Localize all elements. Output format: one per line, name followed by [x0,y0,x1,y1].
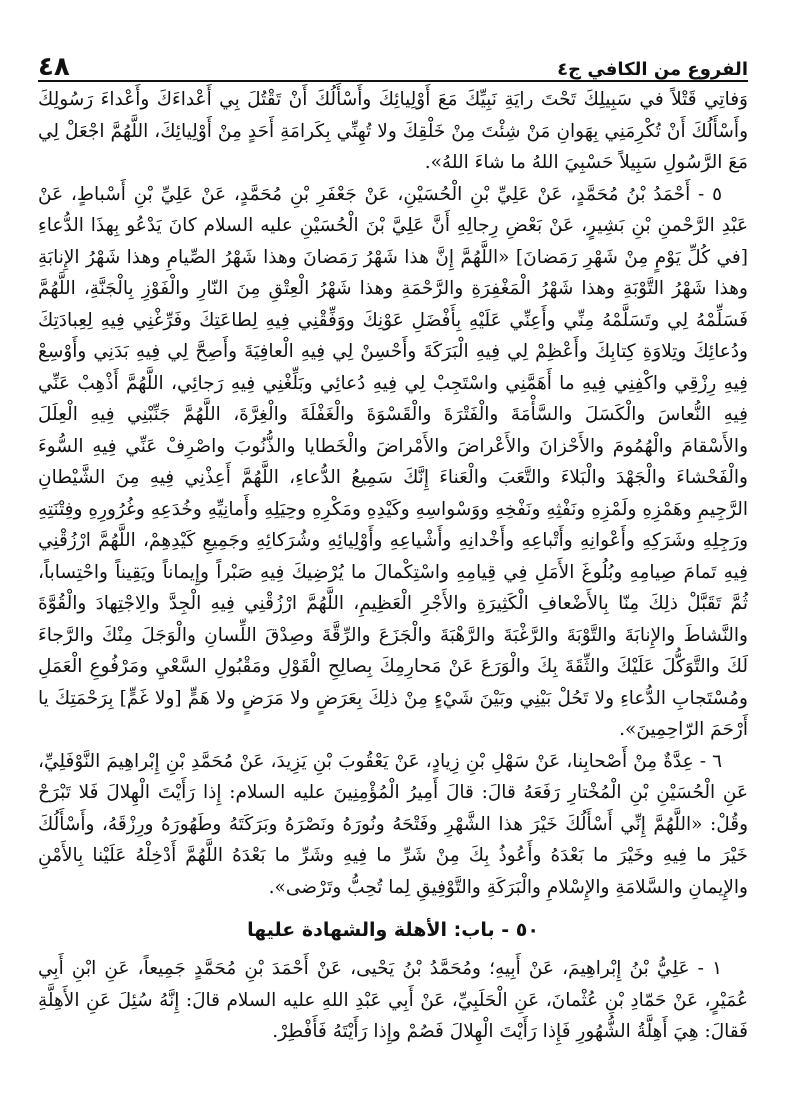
page-number: ٤٨ [38,52,70,82]
page-header [38,40,748,80]
header-rule [38,80,748,82]
paragraph-continuation: وَفاتِي قَتْلاً في سَبِيلِكَ تَحْتَ رايَةِ نَبِيِّكَ مَعَ أَوْلِيائِكَ وأَسْأَلُكَ أَنْ تَقْتُلَ بِي أَعْداءَكَ وأَعْداءَ رَسُولِكَ وأَسْأَلُكَ أَنْ تُكْرِمَنِي بِهَوانِ مَنْ شِئْتَ مِنْ خَلْقِكَ ولا تُهِنِّي بِكَرامَةِ أَحَدٍ مِنْ أَوْلِيائِكَ، اللَّهُمَّ اجْعَلْ لِي مَعَ الرَّسُولِ سَبِيلاً حَسْبِيَ اللهُ ما شاءَ اللهُ». [38,89,748,173]
hadith-5: ٥ - أَحْمَدُ بْنُ مُحَمَّدٍ، عَنْ عَلِيِّ بْنِ الْحُسَيْنِ، عَنْ جَعْفَرِ بْنِ مُحَمَّدٍ، عَنْ عَلِيِّ بْنِ أَسْباطٍ، عَنْ عَبْدِ الرَّحْمنِ بْنِ بَشِيرٍ، عَنْ بَعْضِ رِجالِهِ أَنَّ عَلِيَّ بْنَ الْحُسَيْنِ عليه السلام كانَ يَدْعُو بِهذَا الدُّعاءِ [في كُلِّ يَوْمٍ مِنْ شَهْرِ رَمَضانَ] «اللَّهُمَّ إِنَّ هذا شَهْرُ رَمَضانَ وهذا شَهْرُ الصِّيامِ وهذا شَهْرُ الإِنابَةِ وهذا شَهْرُ التَّوْبَةِ وهذا شَهْرُ الْمَغْفِرَةِ والرَّحْمَةِ وهذا شَهْرُ الْعِتْقِ مِنَ النّارِ والْفَوْزِ بِالْجَنَّةِ، اللَّهُمَّ فَسَلِّمْهُ لِي وتَسَلَّمْهُ مِنِّي وأَعِنِّي عَلَيْهِ بِأَفْضَلِ عَوْنِكَ ووَفِّقْنِي فِيهِ لِطاعَتِكَ وفَرِّغْنِي فِيهِ لِعِبادَتِكَ ودُعائِكَ وتِلاوَةِ كِتابِكَ وأَعْظِمْ لِي فِيهِ الْبَرَكَةَ وأَحْسِنْ لِي فِيهِ الْعافِيَةَ وأَصِحَّ لِي فِيهِ بَدَنِي وأَوْسِعْ فِيهِ رِزْقِي واكْفِنِي فِيهِ ما أَهَمَّنِي واسْتَجِبْ لِي فِيهِ دُعائِي وبَلِّغْنِي فِيهِ رَجائِي، اللَّهُمَّ أَذْهِبْ عَنِّي فِيهِ النُّعاسَ والْكَسَلَ والسَّأْمَةَ والْفَتْرَةَ والْقَسْوَةَ والْغَفْلَةَ والْغِرَّةَ، اللَّهُمَّ جَنِّبْنِي فِيهِ الْعِلَلَ والأَسْقامَ والْهُمُومَ والأَحْزانَ والأَعْراضَ والأَمْراضَ والْخَطايا والذُّنُوبَ واصْرِفْ عَنِّي فِيهِ السُّوءَ والْفَحْشاءَ والْجَهْدَ والْبَلاءَ والتَّعَبَ والْعَناءَ إِنَّكَ سَمِيعُ الدُّعاءِ، اللَّهُمَّ أَعِذْنِي فِيهِ مِنَ الشَّيْطانِ الرَّجِيمِ وهَمْزِهِ ولَمْزِهِ ونَفْثِهِ ونَفْخِهِ ووَسْواسِهِ وكَيْدِهِ ومَكْرِهِ وحِيَلِهِ وأَمانِيِّهِ وخُدَعِهِ وغُرُورِهِ وفِتْنَتِهِ ورَجِلِهِ وشَرَكِهِ وأَعْوانِهِ وأَتْباعِهِ وأَخْدانِهِ وأَشْياعِهِ وأَوْلِيائِهِ وشُرَكائِهِ وجَمِيعِ كَيْدِهِمْ، اللَّهُمَّ ارْزُقْنِي فِيهِ تَمامَ صِيامِهِ وبُلُوغَ الأَمَلِ فِي قِيامِهِ واسْتِكْمالَ ما يُرْضِيكَ فِيهِ صَبْراً وإِيماناً ويَقِيناً واحْتِساباً، ثُمَّ تَقَبَّلْ ذلِكَ مِنّا بِالأَضْعافِ الْكَثِيرَةِ والأَجْرِ الْعَظِيمِ، اللَّهُمَّ ارْزُقْنِي فِيهِ الْجِدَّ والِاجْتِهادَ والْقُوَّةَ والنَّشاطَ والإِنابَةَ والتَّوْبَةَ والرَّغْبَةَ والرَّهْبَةَ والْجَزَعَ والرِّقَّةَ وصِدْقَ اللِّسانِ والْوَجَلَ مِنْكَ والرَّجاءَ لَكَ والتَّوَكُّلَ عَلَيْكَ والثِّقَةَ بِكَ والْوَرَعَ عَنْ مَحارِمِكَ بِصالِحِ الْقَوْلِ ومَقْبُولِ السَّعْيِ ومَرْفُوعِ الْعَمَلِ ومُسْتَجابِ الدُّعاءِ ولا تَحُلْ بَيْنِي وبَيْنَ شَيْءٍ مِنْ ذلِكَ بِعَرَضٍ ولا مَرَضٍ ولا هَمٍّ [ولا غَمٍّ] بِرَحْمَتِكَ يا أَرْحَمَ الرّاحِمِينَ». [38,183,748,740]
chapter-heading: ٥٠ - باب: الأهلة والشهادة عليها [247,919,539,941]
hadith-6: ٦ - عِدَّةٌ مِنْ أَصْحابِنا، عَنْ سَهْلِ بْنِ زِيادٍ، عَنْ يَعْقُوبَ بْنِ يَزِيدَ، عَنْ مُحَمَّدِ بْنِ إِبْراهِيمَ النَّوْفَلِيِّ، عَنِ الْحُسَيْنِ بْنِ الْمُخْتارِ رَفَعَهُ قالَ: قالَ أَمِيرُ الْمُؤْمِنِينَ عليه السلام: إِذا رَأَيْتَ الْهِلالَ فَلا تَبْرَحْ وقُلْ: «اللَّهُمَّ إِنِّي أَسْأَلُكَ خَيْرَ هذا الشَّهْرِ وفَتْحَهُ ونُورَهُ ونَصْرَهُ وبَرَكَتَهُ وطَهُورَهُ ورِزْقَهُ، وأَسْأَلُكَ خَيْرَ ما فِيهِ وخَيْرَ ما بَعْدَهُ وأَعُوذُ بِكَ مِنْ شَرِّ ما فِيهِ وشَرِّ ما بَعْدَهُ اللَّهُمَّ أَدْخِلْهُ عَلَيْنا بِالأَمْنِ والإِيمانِ والسَّلامَةِ والإِسْلامِ والْبَرَكَةِ والتَّوْفِيقِ لِما تُحِبُّ وتَرْضى». [38,750,748,898]
page-body [38,84,748,1096]
chapter-hadith-1: ١ - عَلِيُّ بْنُ إِبْراهِيمَ، عَنْ أَبِيهِ؛ ومُحَمَّدُ بْنُ يَحْيى، عَنْ أَحْمَدَ بْنِ مُحَمَّدٍ جَمِيعاً، عَنِ ابْنِ أَبِي عُمَيْرٍ، عَنْ حَمّادِ بْنِ عُثْمانَ، عَنِ الْحَلَبِيِّ، عَنْ أَبِي عَبْدِ اللهِ عليه السلام قالَ: إِنَّهُ سُئِلَ عَنِ الأَهِلَّةِ فَقالَ: هِيَ أَهِلَّةُ الشُّهُورِ فَإِذا رَأَيْتَ الْهِلالَ فَصُمْ وإِذا رَأَيْتَهُ فَأَفْطِرْ. [38,958,748,1042]
running-title: الفروع من الكافي ج٤ [557,59,748,80]
